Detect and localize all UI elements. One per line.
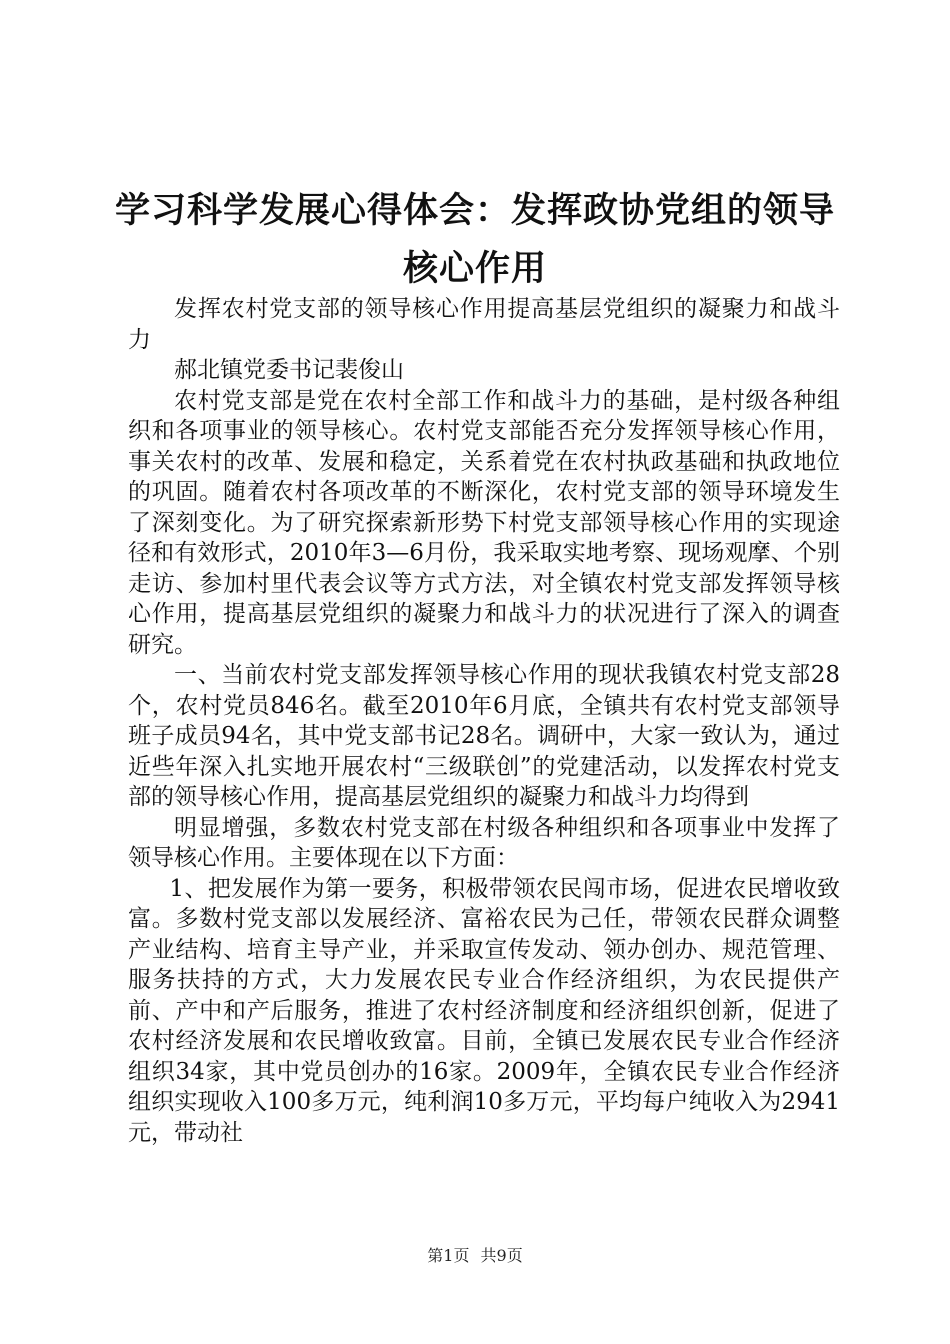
page-footer <box>0 1246 950 1266</box>
paragraph-subtitle: 发挥农村党支部的领导核心作用提高基层党组织的凝聚力和战斗力 <box>128 296 840 353</box>
paragraph-section-one: 一、当前农村党支部发挥领导核心作用的现状我镇农村党支部28个，农村党员846名。截至2010年6月底，全镇共有农村党支部领导班子成员94名，其中党支部书记28名。调研中，大家一致认为，通过近些年深入扎实地开展农村“三级联创”的党建活动，以发挥农村党支部的领导核心作用，提高基层党组织的凝聚力和战斗力均得到 <box>128 662 840 810</box>
paragraph-author: 郝北镇党委书记裴俊山 <box>174 357 404 383</box>
paragraph-continuation: 明显增强，多数农村党支部在村级各种组织和各项事业中发挥了领导核心作用。主要体现在以下方面： <box>128 814 840 871</box>
paragraph-intro: 农村党支部是党在农村全部工作和战斗力的基础，是村级各种组织和各项事业的领导核心。农村党支部能否充分发挥领导核心作用，事关农村的改革、发展和稳定，关系着党在农村执政基础和执政地位的巩固。随着农村各项改革的不断深化，农村党支部的领导环境发生了深刻变化。为了研究探索新形势下村党支部领导核心作用的实现途径和有效形式，2010年3—6月份，我采取实地考察、现场观摩、个别走访、参加村里代表会议等方式方法，对全镇农村党支部发挥领导核心作用，提高基层党组织的凝聚力和战斗力的状况进行了深入的调查研究。 <box>128 387 840 658</box>
document-body <box>128 294 840 1148</box>
paragraph-point-one: 1、把发展作为第一要务，积极带领农民闯市场，促进农民增收致富。多数村党支部以发展经济、富裕农民为己任，带领农民群众调整产业结构、培育主导产业，并采取宣传发动、领办创办、规范管理、服务扶持的方式，大力发展农民专业合作经济组织，为农民提供产前、产中和产后服务，推进了农村经济制度和经济组织创新，促进了农村经济发展和农民增收致富。目前，全镇已发展农民专业合作经济组织34家，其中党员创办的16家。2009年，全镇农民专业合作经济组织实现收入100多万元，纯利润10多万元，平均每户纯收入为2941元，带动社 <box>128 875 840 1146</box>
page-number: 第1页 <box>427 1246 470 1265</box>
page-total: 共9页 <box>480 1246 523 1265</box>
document-title: 学习科学发展心得体会：发挥政协党组的领导核心作用 <box>114 191 835 289</box>
